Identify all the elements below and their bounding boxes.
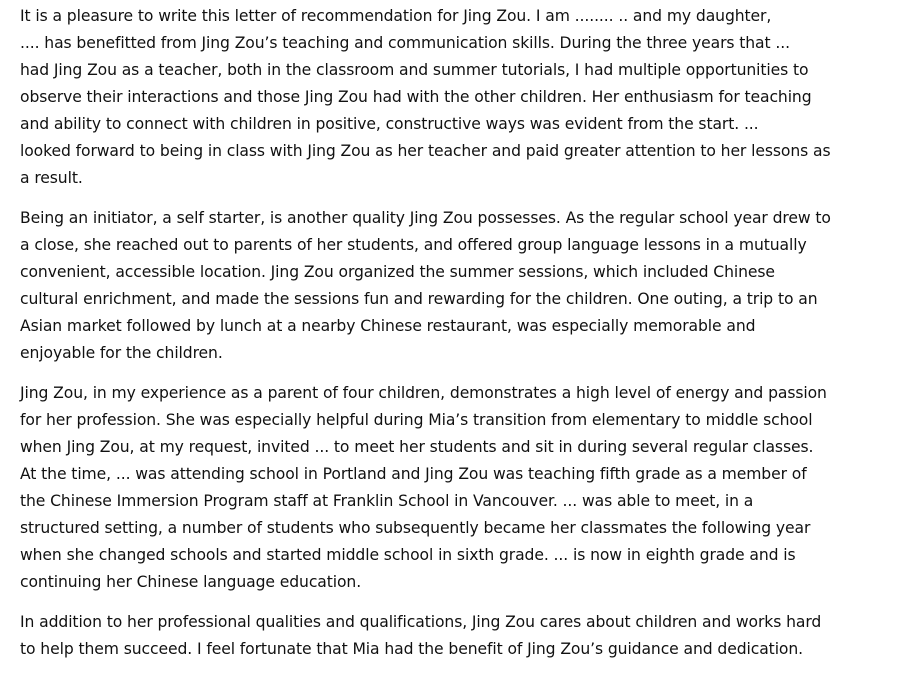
paragraph-line: the Chinese Immersion Program staff at Franklin School in Vancouver. ... was able to meet, in a [20,492,754,510]
paragraph-line: had Jing Zou as a teacher, both in the classroom and summer tutorials, I had multiple opportunities to [20,61,809,79]
paragraph-line: observe their interactions and those Jing Zou had with the other children. Her enthusiasm for teaching [20,88,812,106]
paragraph-line: and ability to connect with children in positive, constructive ways was evident from the start. ... [20,115,759,133]
paragraph-line: a result. [20,169,83,187]
paragraph-line: when she changed schools and started middle school in sixth grade. ... is now in eighth grade and is [20,546,796,564]
paragraph-line: structured setting, a number of students who subsequently became her classmates the following year [20,519,811,537]
paragraph-line: Jing Zou, in my experience as a parent of four children, demonstrates a high level of energy and passion [20,384,827,402]
paragraph-line: Being an initiator, a self starter, is another quality Jing Zou possesses. As the regular school year drew to [20,209,831,227]
paragraph-line: .... has benefitted from Jing Zou’s teaching and communication skills. During the three years that ... [20,34,790,52]
paragraph-line: convenient, accessible location. Jing Zou organized the summer sessions, which included Chinese [20,263,775,281]
paragraph-line: In addition to her professional qualities and qualifications, Jing Zou cares about children and works hard [20,613,822,631]
paragraph-line: cultural enrichment, and made the sessions fun and rewarding for the children. One outing, a trip to an [20,290,818,308]
paragraph-line: It is a pleasure to write this letter of recommendation for Jing Zou. I am ........ .. and my daughter, [20,7,772,25]
paragraph-line: looked forward to being in class with Jing Zou as her teacher and paid greater attention to her lessons as [20,142,831,160]
paragraph-line: for her profession. She was especially helpful during Mia’s transition from elementary to middle school [20,411,813,429]
paragraph-line: At the time, ... was attending school in Portland and Jing Zou was teaching fifth grade as a member of [20,465,807,483]
paragraph-line: Asian market followed by lunch at a nearby Chinese restaurant, was especially memorable and [20,317,756,335]
paragraph-line: to help them succeed. I feel fortunate that Mia had the benefit of Jing Zou’s guidance and dedication. [20,640,804,658]
paragraph-line: enjoyable for the children. [20,344,223,362]
paragraph-line: when Jing Zou, at my request, invited ... to meet her students and sit in during several regular classes. [20,438,814,456]
paragraph-line: a close, she reached out to parents of her students, and offered group language lessons in a mutually [20,236,807,254]
paragraph-line: continuing her Chinese language education. [20,573,362,591]
